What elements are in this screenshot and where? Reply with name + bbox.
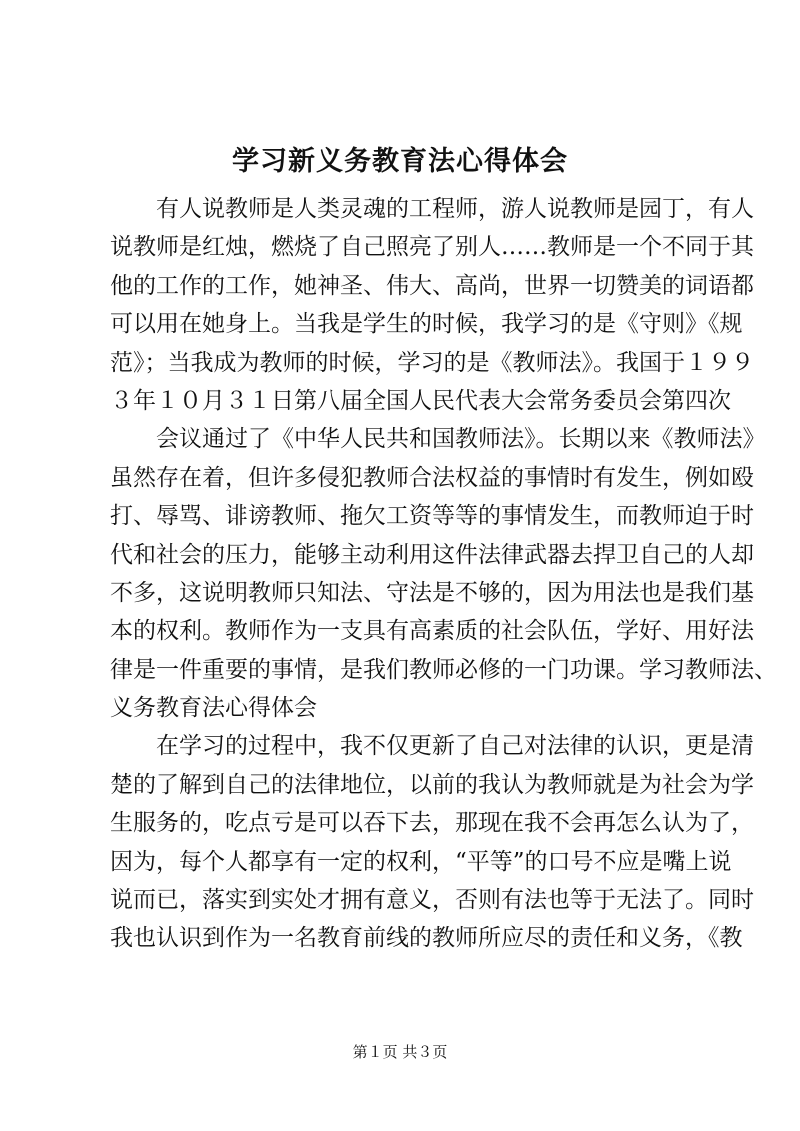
text-line: 在学习的过程中，我不仅更新了自己对法律的认识，更是清 [110, 733, 754, 760]
text-line: 打、辱骂、诽谤教师、拖欠工资等等的事情发生，而教师迫于时 [110, 503, 754, 530]
text-line: 说而已，落实到实处才拥有意义，否则有法也等于无法了。同时 [110, 887, 754, 914]
text-line: 说教师是红烛，燃烧了自己照亮了别人……教师是一个不同于其 [110, 234, 754, 261]
text-line: 不多，这说明教师只知法、守法是不够的，因为用法也是我们基 [110, 579, 754, 606]
text-line: 有人说教师是人类灵魂的工程师，游人说教师是园丁，有人 [110, 196, 754, 222]
page-title: 学习新义务教育法心得体会 [232, 146, 568, 177]
text-line: 他的工作的工作，她神圣、伟大、高尚，世界一切赞美的词语都 [110, 272, 754, 299]
text-line: 律是一件重要的事情，是我们教师必修的一门功课。学习教师法、 [110, 656, 777, 683]
document-body [110, 190, 777, 958]
text-line: 本的权利。教师作为一支具有高素质的社会队伍，学好、用好法 [110, 618, 754, 645]
text-line: 可以用在她身上。当我是学生的时候，我学习的是《守则》《规 [110, 311, 743, 338]
text-line: 代和社会的压力，能够主动利用这件法律武器去捍卫自己的人却 [110, 541, 754, 568]
text-line: 我也认识到作为一名教育前线的教师所应尽的责任和义务，《教 [110, 925, 743, 952]
text-line: 会议通过了《中华人民共和国教师法》。长期以来《教师法》 [110, 426, 766, 453]
page-footer: 第１页 共３页 [352, 1043, 448, 1061]
text-line: 虽然存在着，但许多侵犯教师合法权益的事情时有发生，例如殴 [110, 464, 754, 491]
text-line: 因为，每个人都享有一定的权利，“平等”的口号不应是嘴上说 [110, 848, 732, 875]
text-line: 楚的了解到自己的法律地位，以前的我认为教师就是为社会为学 [110, 771, 754, 798]
text-line: 义务教育法心得体会 [110, 695, 317, 722]
text-line: ３年１０月３１日第八届全国人民代表大会常务委员会第四次 [110, 387, 731, 414]
text-line: 生服务的，吃点亏是可以吞下去，那现在我不会再怎么认为了， [110, 810, 754, 837]
text-line: 范》；当我成为教师的时候，学习的是《教师法》。我国于１９９ [110, 349, 754, 376]
